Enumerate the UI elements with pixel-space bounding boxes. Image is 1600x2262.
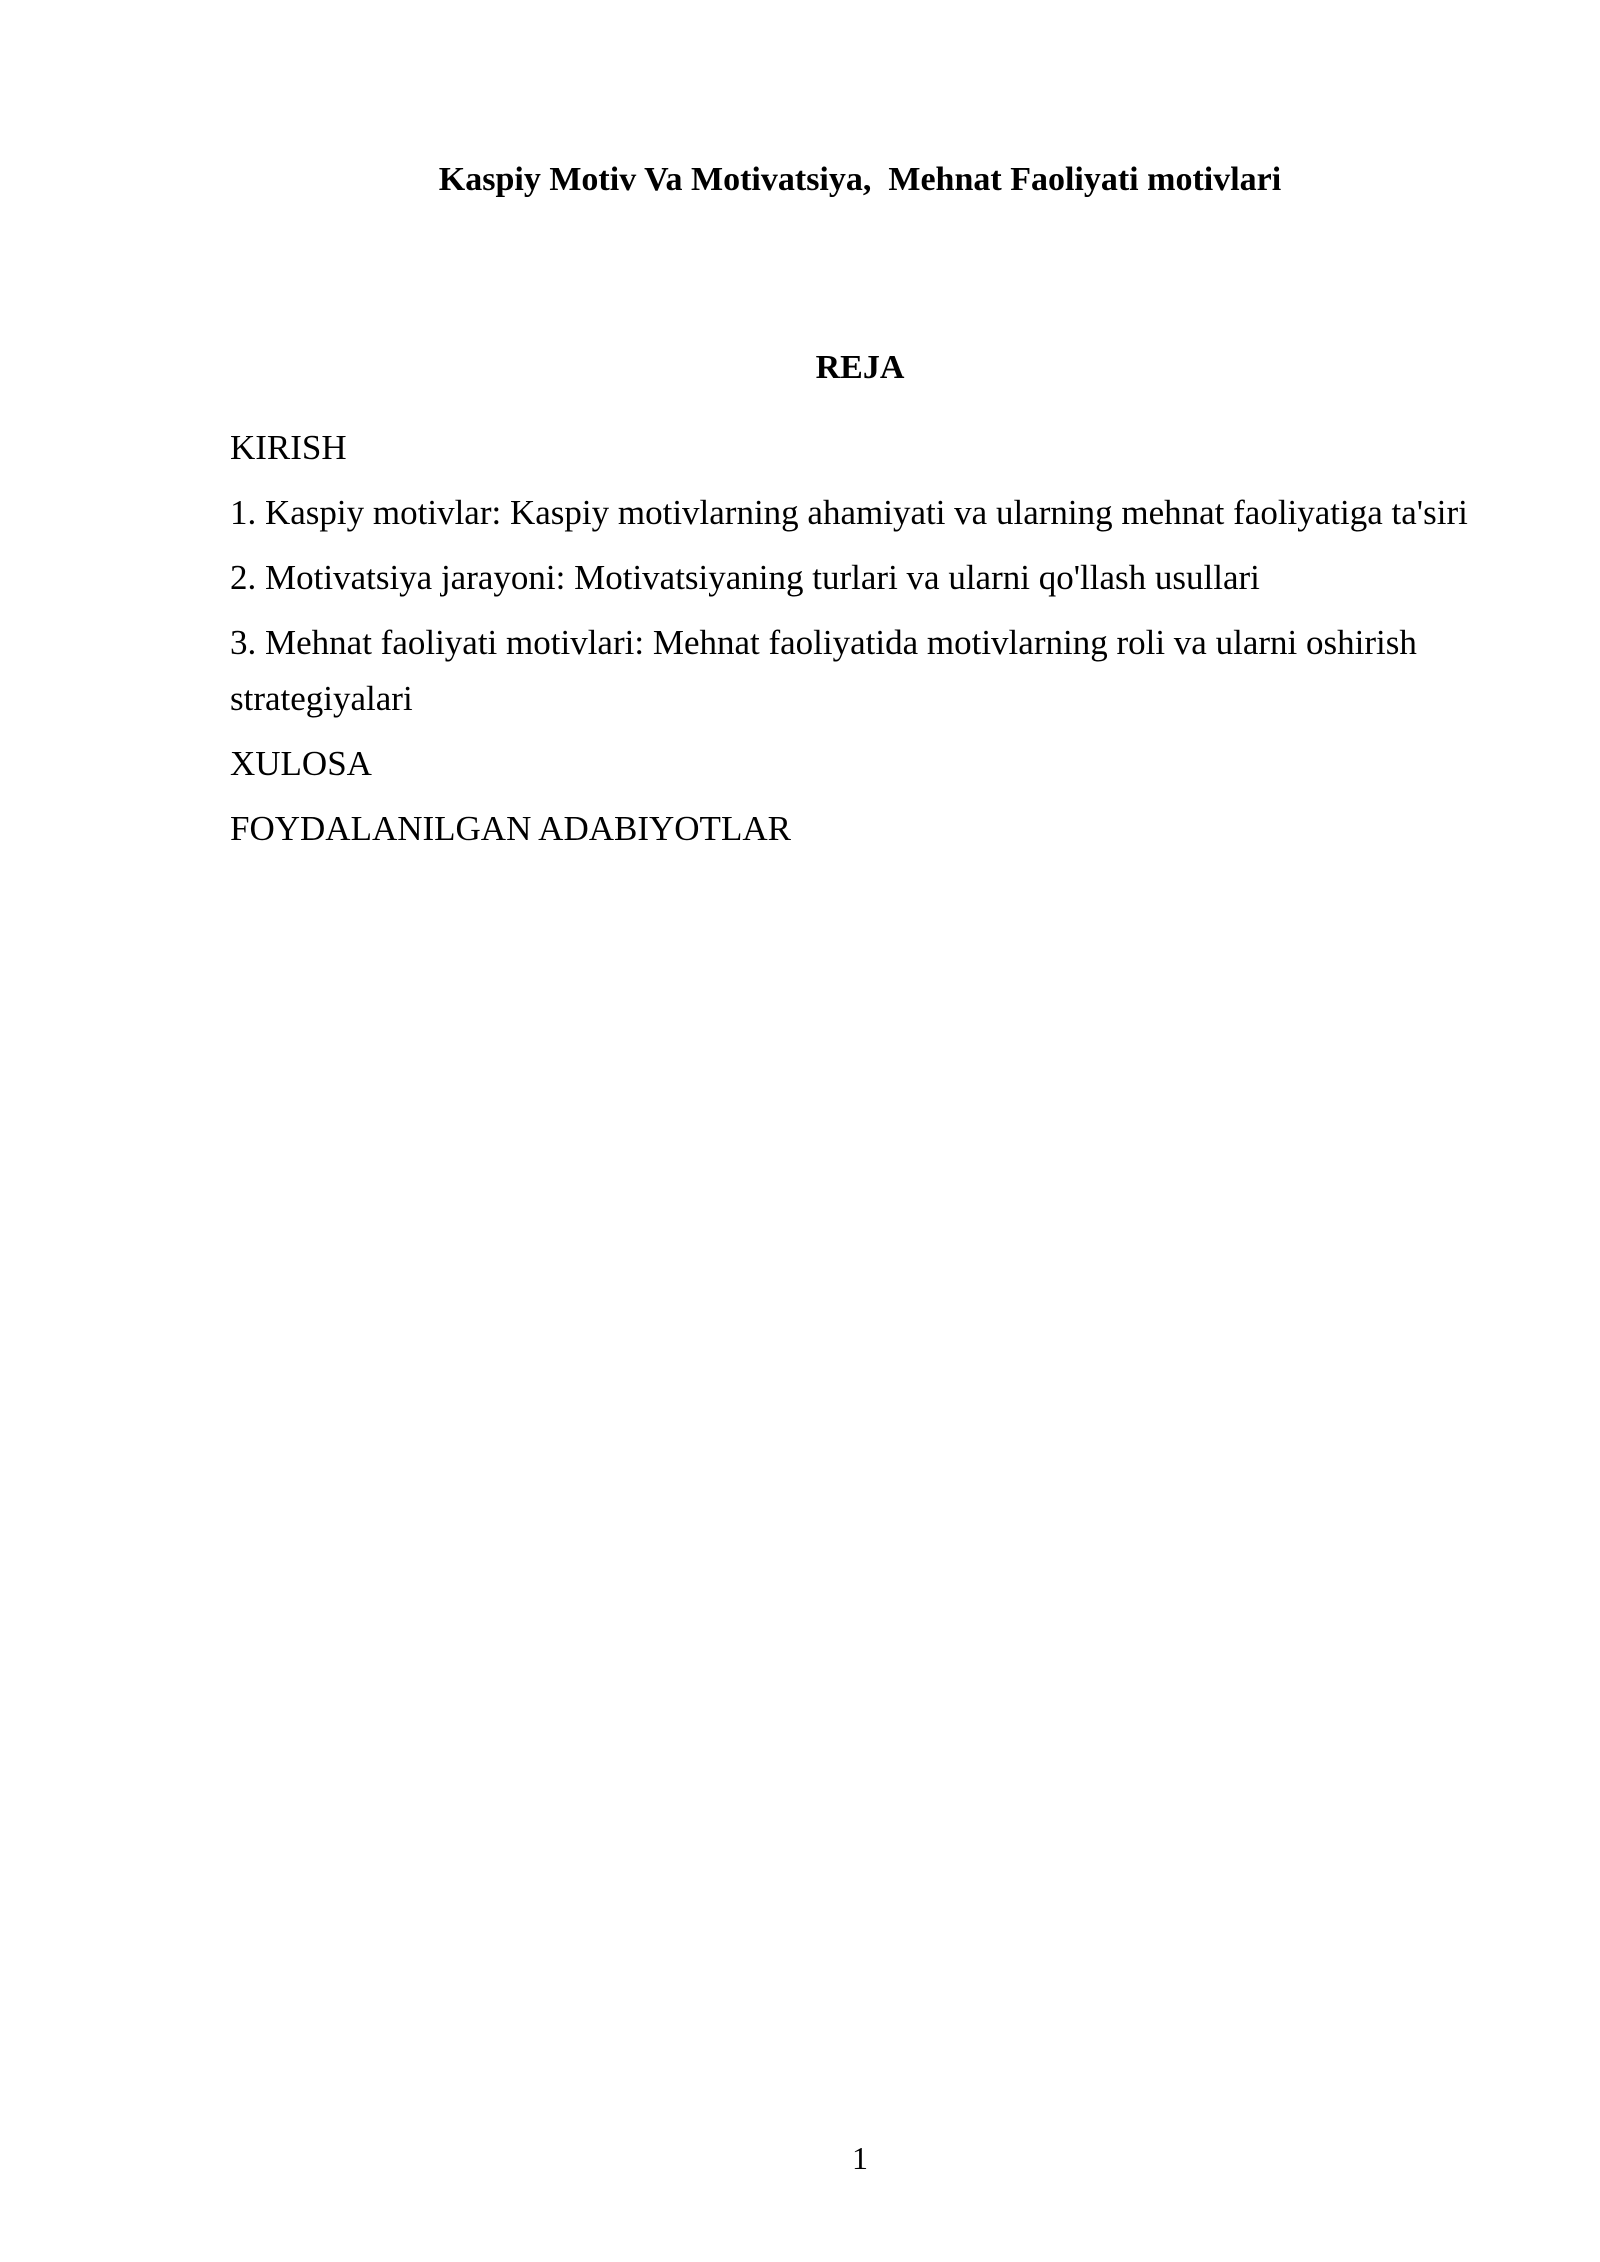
- toc-item-section-3: 3. Mehnat faoliyati motivlari: Mehnat faoliyatida motivlarning roli va ularni oshirish strategiyalari: [230, 623, 1417, 718]
- toc-item-conclusion: XULOSA: [230, 744, 372, 783]
- toc-item-section-2: 2. Motivatsiya jarayoni: Motivatsiyaning turlari va ularni qo'llash usullari: [230, 558, 1260, 597]
- toc-item-intro: KIRISH: [230, 428, 347, 467]
- toc-item-section-1: 1. Kaspiy motivlar: Kaspiy motivlarning ahamiyati va ularning mehnat faoliyatiga ta'siri: [230, 493, 1468, 532]
- toc-item-references: FOYDALANILGAN ADABIYOTLAR: [230, 809, 791, 848]
- plan-heading: REJA: [815, 349, 905, 386]
- table-of-contents: [230, 420, 1490, 866]
- document-title: Kaspiy Motiv Va Motivatsiya, Mehnat Faoliyati motivlari: [438, 161, 1282, 198]
- page-number: 1: [852, 2140, 868, 2176]
